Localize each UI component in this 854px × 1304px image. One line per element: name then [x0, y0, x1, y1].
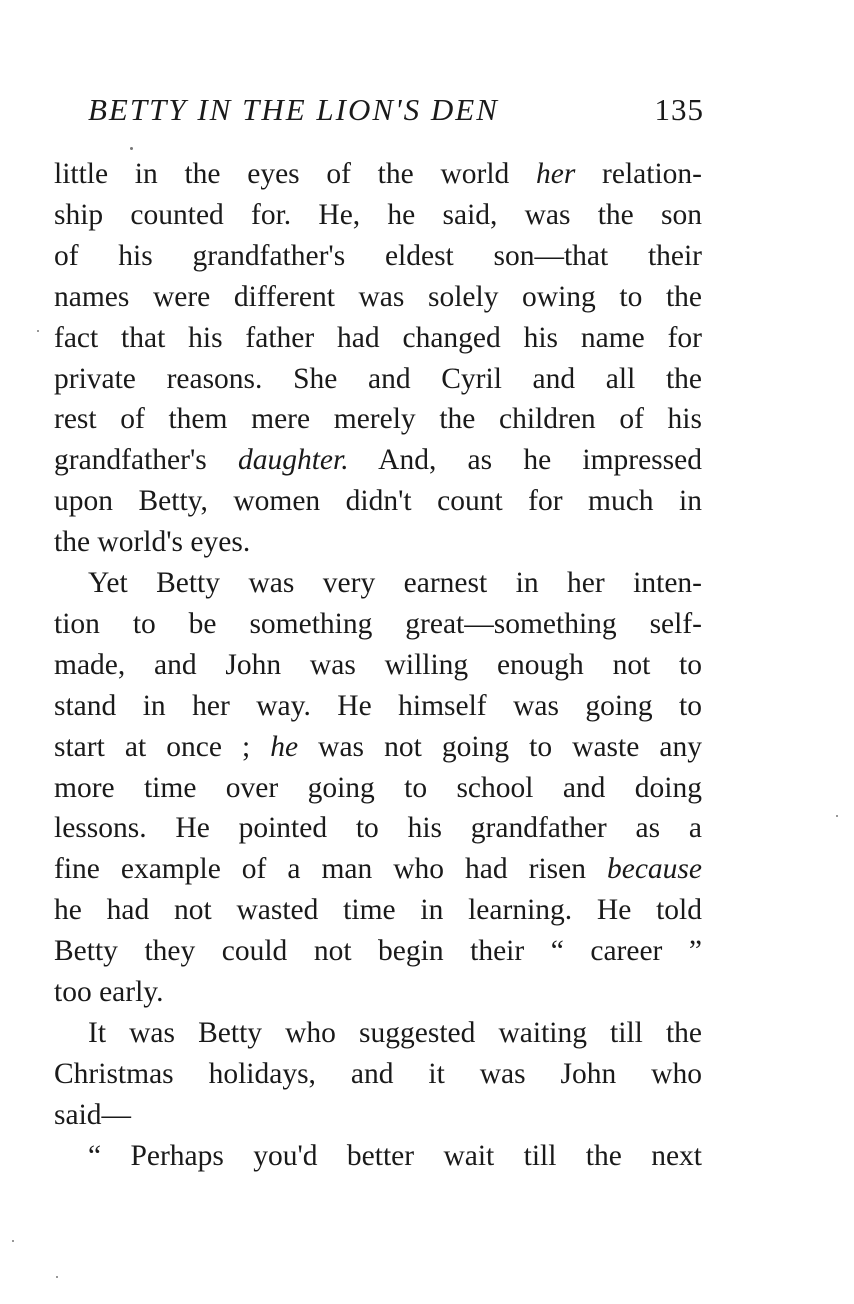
text-line	[54, 727, 702, 767]
text-run: Betty they could not begin their “ career ”	[54, 935, 702, 968]
text-line	[54, 481, 702, 521]
text-run: It was Betty who suggested waiting till the	[88, 1016, 702, 1049]
text-run: fact that his father had changed his name for	[54, 321, 702, 354]
text-run: tion to be something great—something self-	[54, 607, 702, 640]
text-run: more time over going to school and doing	[54, 771, 702, 804]
print-speck	[12, 1240, 14, 1242]
text-run: lessons. He pointed to his grandfather as a	[54, 812, 702, 845]
text-line	[54, 1054, 702, 1094]
text-line	[88, 563, 702, 603]
text-line	[54, 277, 702, 317]
text-line	[54, 399, 702, 439]
text-run: start at once ;	[54, 730, 271, 763]
text-line	[54, 808, 702, 848]
text-line	[54, 768, 702, 808]
text-run: he had not wasted time in learning. He told	[54, 894, 702, 927]
text-line	[54, 195, 702, 235]
text-line	[54, 236, 702, 276]
text-run: names were different was solely owing to the	[54, 280, 702, 313]
text-line	[54, 931, 702, 971]
print-speck	[130, 147, 133, 150]
text-run: rest of them mere merely the children of his	[54, 403, 702, 436]
text-line	[54, 1095, 702, 1135]
text-line	[88, 1136, 702, 1176]
text-line	[54, 849, 702, 889]
text-run: the world's eyes.	[54, 526, 251, 559]
italic-word: her	[536, 158, 576, 190]
text-run: said—	[54, 1098, 132, 1131]
text-run: And, as he impressed	[348, 444, 702, 477]
print-speck	[836, 815, 838, 817]
text-run: little in the eyes of the world	[54, 158, 536, 190]
running-head-title: BETTY IN THE LION'S DEN	[88, 92, 499, 127]
print-speck	[37, 330, 39, 332]
text-line	[54, 972, 702, 1012]
text-run: relation-	[575, 158, 702, 190]
text-run: Christmas holidays, and it was John who	[54, 1057, 702, 1090]
text-run: upon Betty, women didn't count for much in	[54, 485, 702, 518]
text-run: grandfather's	[54, 444, 238, 477]
text-line	[54, 522, 702, 562]
text-line	[54, 645, 702, 685]
text-line	[54, 686, 702, 726]
running-head	[88, 92, 704, 136]
text-run: “ Perhaps you'd better wait till the next	[88, 1139, 702, 1172]
italic-word: because	[606, 853, 702, 886]
text-run: ship counted for. He, he said, was the son	[54, 198, 702, 231]
text-run: made, and John was willing enough not to	[54, 648, 702, 681]
print-speck	[56, 1276, 58, 1278]
text-run: of his grandfather's eldest son—that their	[54, 239, 702, 272]
italic-word: he	[270, 730, 299, 763]
italic-word: daughter.	[237, 444, 349, 477]
text-line	[54, 359, 702, 399]
text-line	[54, 890, 702, 930]
text-line	[54, 604, 702, 644]
text-line	[54, 154, 702, 194]
text-run: fine example of a man who had risen	[54, 853, 607, 886]
text-run: Yet Betty was very earnest in her inten-	[88, 567, 702, 599]
text-run: private reasons. She and Cyril and all the	[54, 362, 702, 395]
text-line	[54, 440, 702, 480]
text-line	[54, 318, 702, 358]
text-run: stand in her way. He himself was going to	[54, 689, 702, 722]
text-line	[88, 1013, 702, 1053]
page-number: 135	[654, 92, 704, 127]
text-run: too early.	[54, 976, 164, 1008]
text-run: was not going to waste any	[298, 730, 702, 763]
